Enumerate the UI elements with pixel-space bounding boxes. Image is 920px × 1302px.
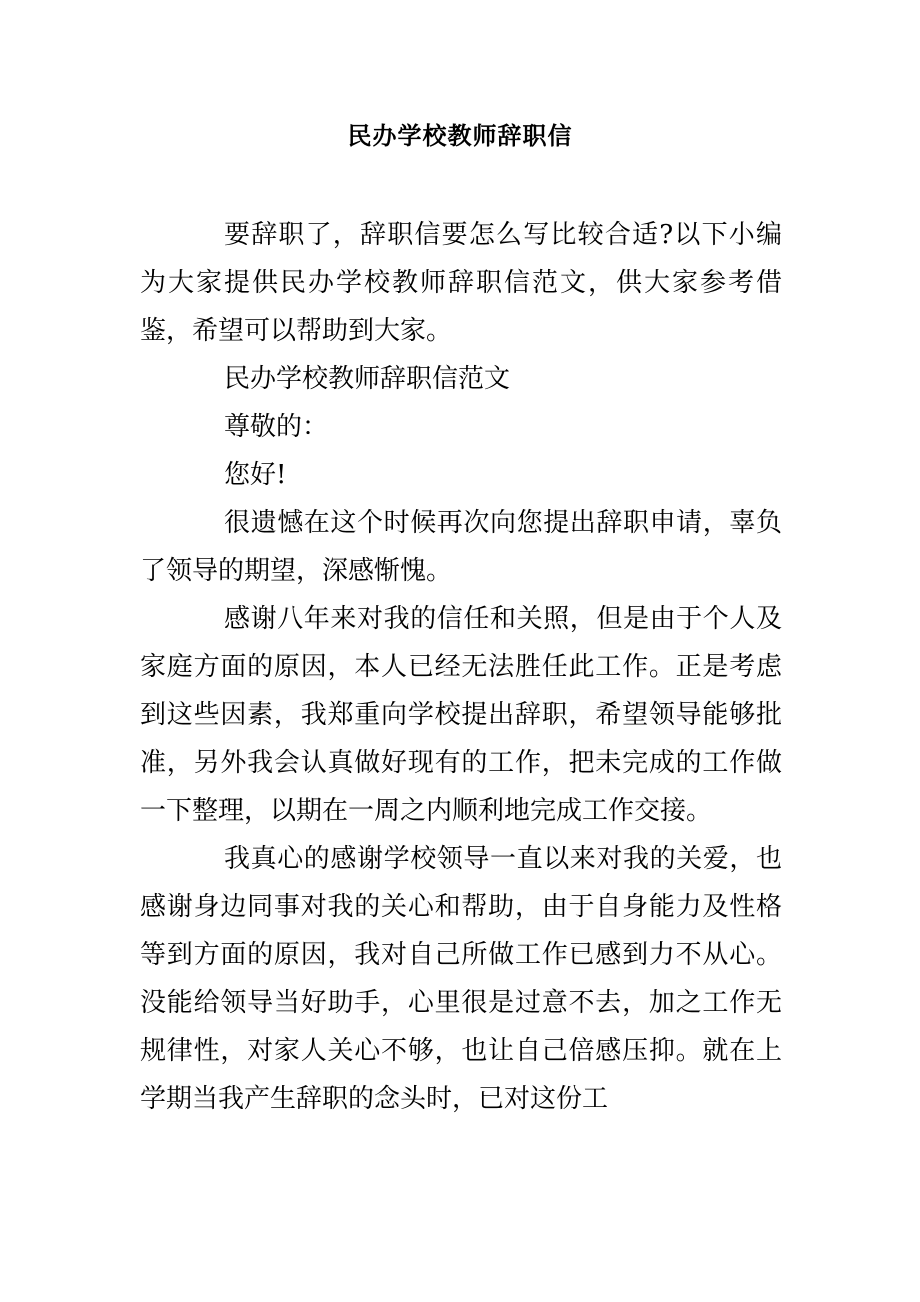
document-body [140, 211, 782, 1123]
paragraph-reason: 感谢八年来对我的信任和关照，但是由于个人及家庭方面的原因，本人已经无法胜任此工作。正是考虑到这些因素，我郑重向学校提出辞职，希望领导能够批准，另外我会认真做好现有的工作，把未完成的工作做一下整理，以期在一周之内顺利地完成工作交接。 [140, 604, 782, 826]
paragraph-greeting: 您好! [224, 460, 287, 490]
paragraph-salutation: 尊敬的： [224, 412, 329, 442]
paragraph-intro: 要辞职了，辞职信要怎么写比较合适?以下小编为大家提供民办学校教师辞职信范文，供大家参考借鉴，希望可以帮助到大家。 [140, 220, 782, 346]
paragraph-apology: 很遗憾在这个时候再次向您提出辞职申请，辜负了领导的期望，深感惭愧。 [140, 508, 782, 586]
paragraph-thanks: 我真心的感谢学校领导一直以来对我的关爱，也感谢身边同事对我的关心和帮助，由于自身能力及性格等到方面的原因，我对自己所做工作已感到力不从心。没能给领导当好助手，心里很是过意不去，加之工作无规律性，对家人关心不够，也让自己倍感压抑。就在上学期当我产生辞职的念头时，已对这份工 [140, 844, 782, 1114]
paragraph-sample-heading: 民办学校教师辞职信范文 [224, 364, 511, 394]
document-title: 民办学校教师辞职信 [347, 121, 573, 150]
